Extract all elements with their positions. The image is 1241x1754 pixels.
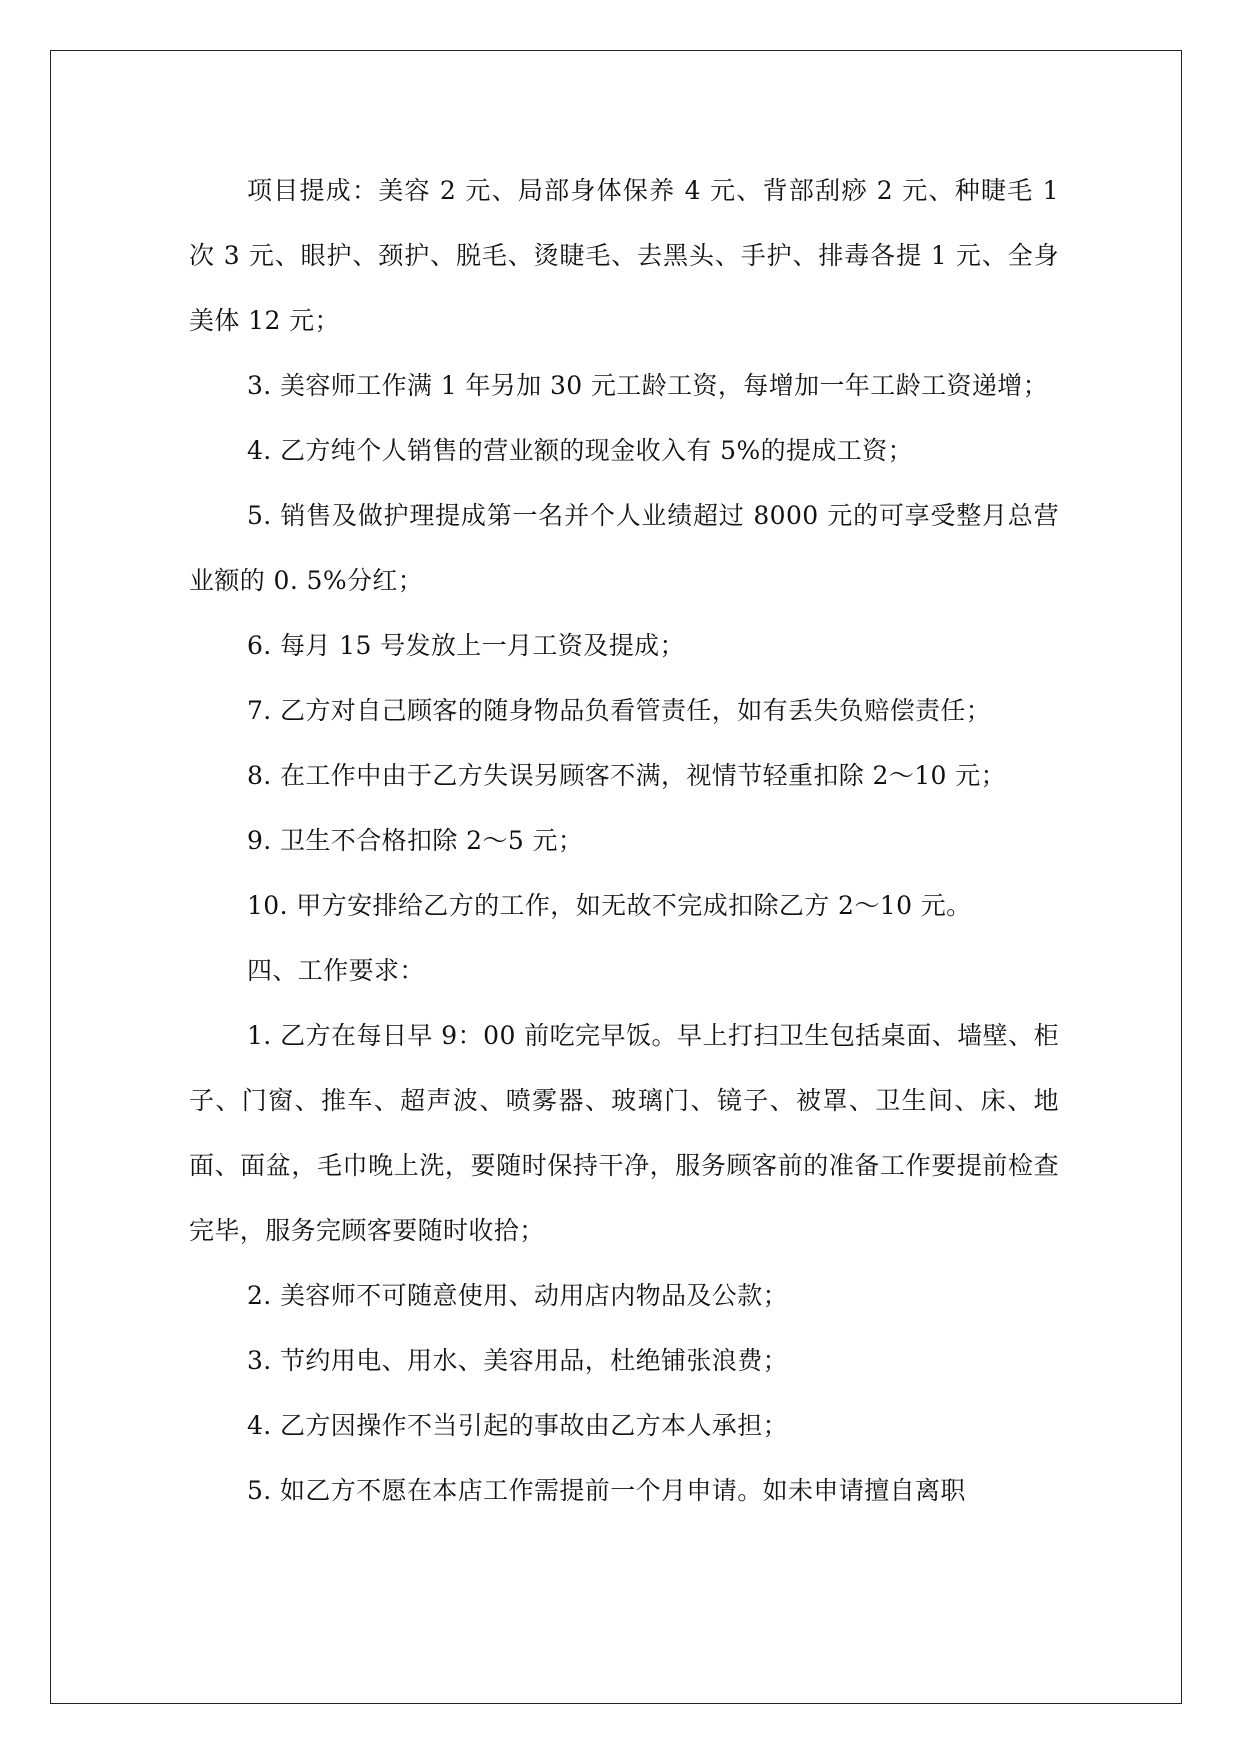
- document-body: [189, 158, 1059, 1523]
- section-heading-work-requirements: 四、工作要求：: [247, 956, 425, 985]
- paragraph-item-3: 3. 美容师工作满 1 年另加 30 元工龄工资，每增加一年工龄工资递增；: [247, 371, 1049, 400]
- paragraph-item-5: 5. 销售及做护理提成第一名并个人业绩超过 8000 元的可享受整月总营业额的 0. 5%分红；: [189, 501, 1059, 595]
- paragraph-requirement-5: 5. 如乙方不愿在本店工作需提前一个月申请。如未申请擅自离职: [247, 1476, 966, 1505]
- paragraph-commission-items: 项目提成：美容 2 元、局部身体保养 4 元、背部刮痧 2 元、种睫毛 1 次 3 元、眼护、颈护、脱毛、烫睫毛、去黑头、手护、排毒各提 1 元、全身美体 12 元；: [189, 176, 1059, 335]
- paragraph-item-10: 10. 甲方安排给乙方的工作，如无故不完成扣除乙方 2～10 元。: [247, 891, 972, 920]
- paragraph-requirement-2: 2. 美容师不可随意使用、动用店内物品及公款；: [247, 1281, 789, 1310]
- paragraph-item-7: 7. 乙方对自己顾客的随身物品负看管责任，如有丢失负赔偿责任；: [247, 696, 992, 725]
- paragraph-item-8: 8. 在工作中由于乙方失误另顾客不满，视情节轻重扣除 2～10 元；: [247, 761, 1007, 790]
- paragraph-item-6: 6. 每月 15 号发放上一月工资及提成；: [247, 631, 685, 660]
- paragraph-requirement-1: 1. 乙方在每日早 9：00 前吃完早饭。早上打扫卫生包括桌面、墙壁、柜子、门窗、推车、超声波、喷雾器、玻璃门、镜子、被罩、卫生间、床、地面、面盆，毛巾晚上洗，要随时保持干净，服务顾客前的准备工作要提前检查完毕，服务完顾客要随时收拾；: [189, 1021, 1059, 1245]
- paragraph-item-9: 9. 卫生不合格扣除 2～5 元；: [247, 826, 584, 855]
- paragraph-item-4: 4. 乙方纯个人销售的营业额的现金收入有 5%的提成工资；: [247, 436, 914, 465]
- paragraph-requirement-4: 4. 乙方因操作不当引起的事故由乙方本人承担；: [247, 1411, 789, 1440]
- paragraph-requirement-3: 3. 节约用电、用水、美容用品，杜绝铺张浪费；: [247, 1346, 789, 1375]
